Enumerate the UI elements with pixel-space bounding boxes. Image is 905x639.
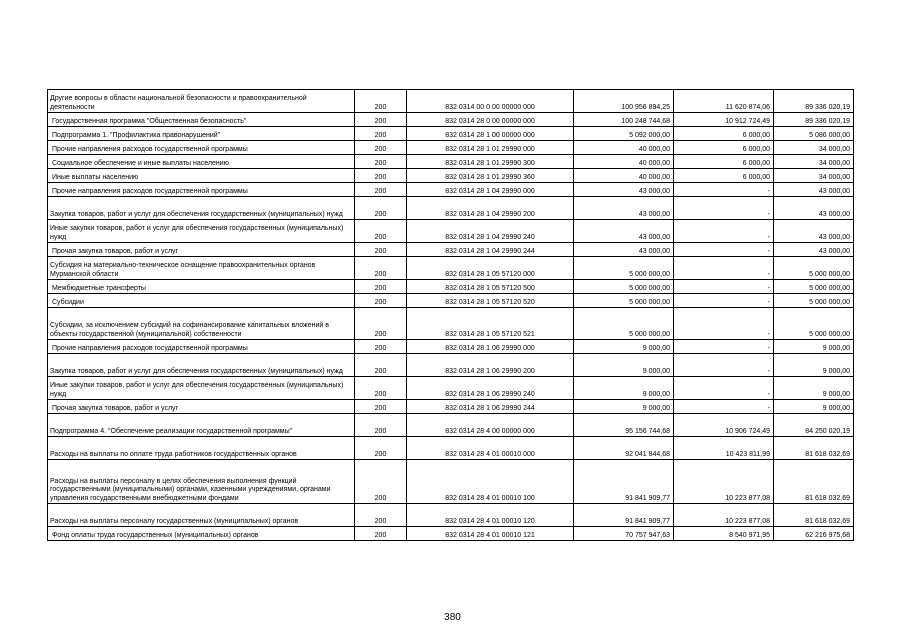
item-name-cell: Субсидия на материально-техническое оснащение правоохранительных органов Мурманской области (48, 257, 355, 280)
line-code-cell: 200 (355, 155, 407, 169)
approved-amount-cell: 40 000,00 (574, 155, 674, 169)
line-code-cell: 200 (355, 141, 407, 155)
line-code-cell: 200 (355, 280, 407, 294)
remaining-amount-cell: 89 336 020,19 (774, 113, 854, 127)
table-row (48, 90, 854, 113)
table-row (48, 127, 854, 141)
table-row (48, 113, 854, 127)
approved-amount-cell: 9 000,00 (574, 354, 674, 377)
approved-amount-cell: 9 000,00 (574, 340, 674, 354)
approved-amount-cell: 5 000 000,00 (574, 280, 674, 294)
remaining-amount-cell: 9 000,00 (774, 340, 854, 354)
line-code-cell: 200 (355, 197, 407, 220)
approved-amount-cell: 70 757 947,63 (574, 527, 674, 541)
table-row (48, 308, 854, 340)
executed-amount-cell: 8 540 971,95 (674, 527, 774, 541)
approved-amount-cell: 43 000,00 (574, 197, 674, 220)
classification-code-cell: 832 0314 28 1 00 00000 000 (407, 127, 574, 141)
classification-code-cell: 832 0314 28 1 05 57120 520 (407, 294, 574, 308)
table-row (48, 220, 854, 243)
item-name-cell: Социальное обеспечение и иные выплаты населению (48, 155, 355, 169)
line-code-cell: 200 (355, 437, 407, 460)
classification-code-cell: 832 0314 28 1 04 29990 000 (407, 183, 574, 197)
line-code-cell: 200 (355, 377, 407, 400)
remaining-amount-cell: 81 618 032,69 (774, 460, 854, 504)
remaining-amount-cell: 43 000,00 (774, 197, 854, 220)
executed-amount-cell: 6 000,00 (674, 141, 774, 155)
remaining-amount-cell: 5 000 000,00 (774, 294, 854, 308)
item-name-cell: Фонд оплаты труда государственных (муниципальных) органов (48, 527, 355, 541)
line-code-cell: 200 (355, 308, 407, 340)
table-row (48, 243, 854, 257)
approved-amount-cell: 5 092 000,00 (574, 127, 674, 141)
item-name-cell: Расходы на выплаты персоналу государственных (муниципальных) органов (48, 504, 355, 527)
remaining-amount-cell: 34 000,00 (774, 141, 854, 155)
table-row (48, 527, 854, 541)
line-code-cell: 200 (355, 400, 407, 414)
line-code-cell: 200 (355, 414, 407, 437)
line-code-cell: 200 (355, 527, 407, 541)
table-row (48, 504, 854, 527)
executed-amount-cell: 6 000,00 (674, 155, 774, 169)
line-code-cell: 200 (355, 183, 407, 197)
item-name-cell: Другие вопросы в области национальной безопасности и правоохранительной деятельности (48, 90, 355, 113)
approved-amount-cell: 100 956 894,25 (574, 90, 674, 113)
classification-code-cell: 832 0314 28 1 01 29990 360 (407, 169, 574, 183)
classification-code-cell: 832 0314 28 1 06 29990 244 (407, 400, 574, 414)
remaining-amount-cell: 5 000 000,00 (774, 280, 854, 294)
table-row (48, 437, 854, 460)
classification-code-cell: 832 0314 28 4 01 00010 120 (407, 504, 574, 527)
remaining-amount-cell: 9 000,00 (774, 377, 854, 400)
executed-amount-cell: 10 223 877,08 (674, 504, 774, 527)
line-code-cell: 200 (355, 169, 407, 183)
executed-amount-cell: - (674, 294, 774, 308)
remaining-amount-cell: 81 618 032,69 (774, 504, 854, 527)
classification-code-cell: 832 0314 28 0 00 00000 000 (407, 113, 574, 127)
remaining-amount-cell: 34 000,00 (774, 169, 854, 183)
remaining-amount-cell: 62 216 975,68 (774, 527, 854, 541)
approved-amount-cell: 91 841 909,77 (574, 504, 674, 527)
executed-amount-cell: - (674, 243, 774, 257)
remaining-amount-cell: 43 000,00 (774, 183, 854, 197)
executed-amount-cell: - (674, 377, 774, 400)
classification-code-cell: 832 0314 28 1 06 29990 000 (407, 340, 574, 354)
classification-code-cell: 832 0314 28 1 06 29990 200 (407, 354, 574, 377)
executed-amount-cell: - (674, 257, 774, 280)
item-name-cell: Субсидии, за исключением субсидий на софинансирование капитальных вложений в объекты государственной (муниципальной) собственности (48, 308, 355, 340)
classification-code-cell: 832 0314 28 1 05 57120 521 (407, 308, 574, 340)
executed-amount-cell: - (674, 280, 774, 294)
classification-code-cell: 832 0314 28 1 05 57120 000 (407, 257, 574, 280)
item-name-cell: Межбюджетные трансферты (48, 280, 355, 294)
table-row (48, 377, 854, 400)
executed-amount-cell: - (674, 220, 774, 243)
executed-amount-cell: - (674, 308, 774, 340)
item-name-cell: Подпрограмма 4. "Обеспечение реализации государственной программы" (48, 414, 355, 437)
item-name-cell: Прочие направления расходов государственной программы (48, 340, 355, 354)
item-name-cell: Прочая закупка товаров, работ и услуг (48, 243, 355, 257)
executed-amount-cell: 10 912 724,49 (674, 113, 774, 127)
approved-amount-cell: 9 000,00 (574, 377, 674, 400)
executed-amount-cell: - (674, 354, 774, 377)
approved-amount-cell: 95 156 744,68 (574, 414, 674, 437)
item-name-cell: Расходы на выплаты персоналу в целях обеспечения выполнения функций государственными (муниципальными) органами, казенными учреждениями, органами управления государственными внебюджетными фондами (48, 460, 355, 504)
page-number: 380 (444, 612, 461, 623)
item-name-cell: Субсидии (48, 294, 355, 308)
executed-amount-cell: 6 000,00 (674, 169, 774, 183)
remaining-amount-cell: 5 000 000,00 (774, 257, 854, 280)
table-row (48, 197, 854, 220)
table-row (48, 400, 854, 414)
line-code-cell: 200 (355, 340, 407, 354)
table-row (48, 141, 854, 155)
table-row (48, 354, 854, 377)
classification-code-cell: 832 0314 28 1 04 29990 200 (407, 197, 574, 220)
line-code-cell: 200 (355, 257, 407, 280)
classification-code-cell: 832 0314 28 4 00 00000 000 (407, 414, 574, 437)
classification-code-cell: 832 0314 28 4 01 00010 121 (407, 527, 574, 541)
classification-code-cell: 832 0314 28 4 01 00010 000 (407, 437, 574, 460)
executed-amount-cell: 10 423 811,99 (674, 437, 774, 460)
item-name-cell: Государственная программа "Общественная безопасность" (48, 113, 355, 127)
approved-amount-cell: 91 841 909,77 (574, 460, 674, 504)
table-row (48, 169, 854, 183)
executed-amount-cell: - (674, 183, 774, 197)
remaining-amount-cell: 81 618 032,69 (774, 437, 854, 460)
remaining-amount-cell: 9 000,00 (774, 354, 854, 377)
item-name-cell: Прочие направления расходов государственной программы (48, 141, 355, 155)
item-name-cell: Расходы на выплаты по оплате труда работников государственных органов (48, 437, 355, 460)
approved-amount-cell: 5 000 000,00 (574, 294, 674, 308)
line-code-cell: 200 (355, 220, 407, 243)
executed-amount-cell: 10 906 724,49 (674, 414, 774, 437)
remaining-amount-cell: 43 000,00 (774, 243, 854, 257)
approved-amount-cell: 92 041 844,68 (574, 437, 674, 460)
line-code-cell: 200 (355, 113, 407, 127)
line-code-cell: 200 (355, 460, 407, 504)
remaining-amount-cell: 9 000,00 (774, 400, 854, 414)
approved-amount-cell: 43 000,00 (574, 183, 674, 197)
approved-amount-cell: 5 000 000,00 (574, 257, 674, 280)
remaining-amount-cell: 89 336 020,19 (774, 90, 854, 113)
executed-amount-cell: - (674, 197, 774, 220)
table-row (48, 294, 854, 308)
executed-amount-cell: 6 000,00 (674, 127, 774, 141)
line-code-cell: 200 (355, 504, 407, 527)
remaining-amount-cell: 84 250 020,19 (774, 414, 854, 437)
executed-amount-cell: - (674, 340, 774, 354)
classification-code-cell: 832 0314 28 4 01 00010 100 (407, 460, 574, 504)
approved-amount-cell: 9 000,00 (574, 400, 674, 414)
classification-code-cell: 832 0314 28 1 01 29990 300 (407, 155, 574, 169)
line-code-cell: 200 (355, 294, 407, 308)
table-row (48, 257, 854, 280)
remaining-amount-cell: 34 000,00 (774, 155, 854, 169)
table-row (48, 414, 854, 437)
remaining-amount-cell: 5 000 000,00 (774, 308, 854, 340)
item-name-cell: Иные выплаты населению (48, 169, 355, 183)
item-name-cell: Прочие направления расходов государственной программы (48, 183, 355, 197)
classification-code-cell: 832 0314 28 1 04 29990 244 (407, 243, 574, 257)
classification-code-cell: 832 0314 28 1 04 29990 240 (407, 220, 574, 243)
executed-amount-cell: - (674, 400, 774, 414)
budget-execution-table (47, 89, 854, 541)
item-name-cell: Закупка товаров, работ и услуг для обеспечения государственных (муниципальных) нужд (48, 354, 355, 377)
executed-amount-cell: 10 223 877,08 (674, 460, 774, 504)
table-row (48, 340, 854, 354)
line-code-cell: 200 (355, 127, 407, 141)
line-code-cell: 200 (355, 243, 407, 257)
item-name-cell: Подпрограмма 1. "Профилактика правонарушений" (48, 127, 355, 141)
line-code-cell: 200 (355, 90, 407, 113)
approved-amount-cell: 43 000,00 (574, 220, 674, 243)
approved-amount-cell: 40 000,00 (574, 169, 674, 183)
classification-code-cell: 832 0314 00 0 00 00000 000 (407, 90, 574, 113)
item-name-cell: Закупка товаров, работ и услуг для обеспечения государственных (муниципальных) нужд (48, 197, 355, 220)
table-row (48, 155, 854, 169)
item-name-cell: Иные закупки товаров, работ и услуг для обеспечения государственных (муниципальных) нужд (48, 377, 355, 400)
item-name-cell: Иные закупки товаров, работ и услуг для обеспечения государственных (муниципальных) нужд (48, 220, 355, 243)
classification-code-cell: 832 0314 28 1 06 29990 240 (407, 377, 574, 400)
remaining-amount-cell: 43 000,00 (774, 220, 854, 243)
classification-code-cell: 832 0314 28 1 01 29990 000 (407, 141, 574, 155)
approved-amount-cell: 5 000 000,00 (574, 308, 674, 340)
table-row (48, 460, 854, 504)
classification-code-cell: 832 0314 28 1 05 57120 500 (407, 280, 574, 294)
approved-amount-cell: 100 248 744,68 (574, 113, 674, 127)
table-body (48, 90, 854, 541)
approved-amount-cell: 40 000,00 (574, 141, 674, 155)
item-name-cell: Прочая закупка товаров, работ и услуг (48, 400, 355, 414)
approved-amount-cell: 43 000,00 (574, 243, 674, 257)
line-code-cell: 200 (355, 354, 407, 377)
table-row (48, 280, 854, 294)
executed-amount-cell: 11 620 874,06 (674, 90, 774, 113)
remaining-amount-cell: 5 086 000,00 (774, 127, 854, 141)
table-row (48, 183, 854, 197)
